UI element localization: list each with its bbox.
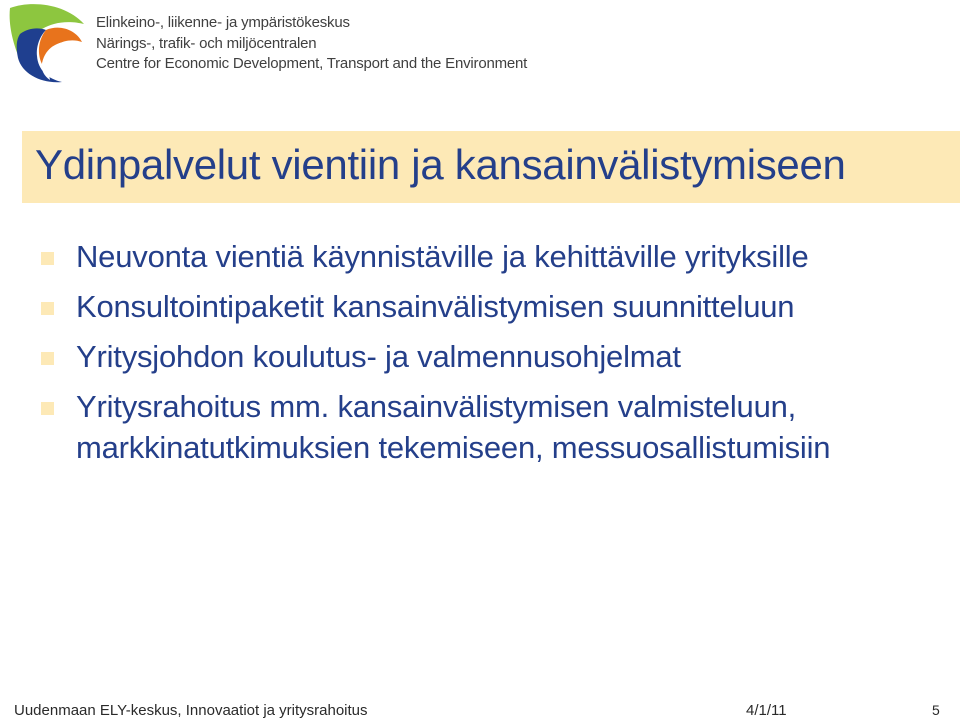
org-name-finnish: Elinkeino-, liikenne- ja ympäristökeskus [96, 14, 350, 31]
footer-page-number: 5 [932, 702, 940, 718]
slide-title: Ydinpalvelut vientiin ja kansainvälistymiseen [35, 141, 846, 188]
square-bullet-icon [41, 252, 54, 265]
organization-names [96, 13, 556, 75]
org-name-english: Centre for Economic Development, Transport and the Environment [96, 55, 528, 72]
square-bullet-icon [41, 302, 54, 315]
square-bullet-icon [41, 352, 54, 365]
square-bullet-icon [41, 402, 54, 415]
bullet-item [40, 336, 950, 377]
bullet-text: Yritysrahoitus mm. kansainvälistymisen valmisteluun, markkinatutkimuksien tekemiseen, messuosallistumisiin [76, 389, 831, 465]
bullet-text: Neuvonta vientiä käynnistäville ja kehittäville yrityksille [76, 239, 809, 274]
bullet-item [40, 236, 950, 277]
bullet-text: Konsultointipaketit kansainvälistymisen suunnitteluun [76, 289, 795, 324]
bullet-item [40, 386, 950, 468]
footer-date: 4/1/11 [746, 702, 787, 719]
bullet-list [40, 236, 950, 477]
org-name-swedish: Närings-, trafik- och miljöcentralen [96, 34, 317, 52]
bullet-item [40, 286, 950, 327]
footer-presentation-name: Uudenmaan ELY-keskus, Innovaatiot ja yritysrahoitus [14, 702, 368, 719]
bullet-text: Yritysjohdon koulutus- ja valmennusohjelmat [76, 339, 681, 374]
ely-centre-logo-icon [6, 2, 88, 84]
